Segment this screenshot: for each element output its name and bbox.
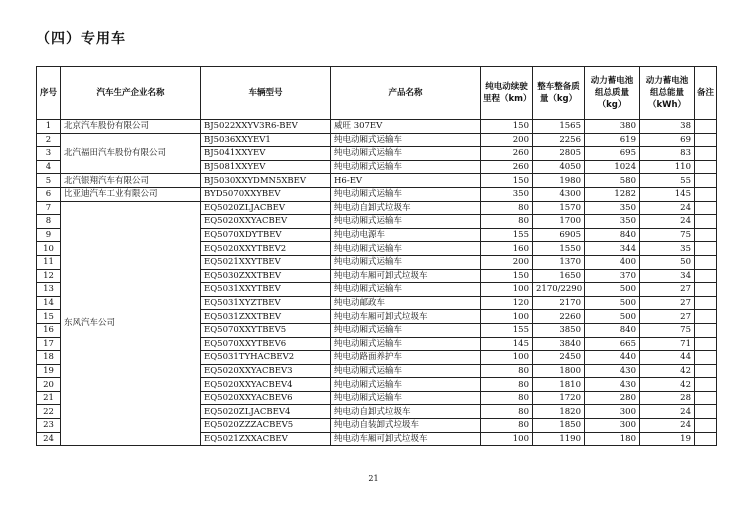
cell-product: 纯电动邮政车 — [331, 296, 481, 310]
cell-model: EQ5070XDYTBEV — [201, 228, 331, 242]
cell-mass: 2450 — [533, 351, 585, 365]
cell-range: 80 — [481, 405, 533, 419]
cell-mass: 3850 — [533, 323, 585, 337]
cell-model: EQ5020XXYACBEV6 — [201, 391, 331, 405]
cell-remark — [695, 269, 717, 283]
cell-product: 纯电动厢式运输车 — [331, 215, 481, 229]
cell-battery-mass: 370 — [585, 269, 640, 283]
cell-battery-mass: 380 — [585, 120, 640, 134]
cell-remark — [695, 419, 717, 433]
cell-mass: 4300 — [533, 187, 585, 201]
page-number: 21 — [368, 474, 379, 483]
cell-battery-energy: 28 — [640, 391, 695, 405]
table-header-row — [37, 67, 717, 120]
cell-range: 80 — [481, 201, 533, 215]
cell-battery-energy: 110 — [640, 160, 695, 174]
cell-range: 120 — [481, 296, 533, 310]
cell-product: 纯电动电源车 — [331, 228, 481, 242]
cell-product: 纯电动厢式运输车 — [331, 323, 481, 337]
cell-model: BJ5030XXYDMN5XBEV — [201, 174, 331, 188]
cell-range: 150 — [481, 269, 533, 283]
cell-range: 200 — [481, 133, 533, 147]
cell-product: 纯电动厢式运输车 — [331, 147, 481, 161]
cell-range: 160 — [481, 242, 533, 256]
cell-battery-mass: 350 — [585, 201, 640, 215]
cell-model: EQ5030ZXXTBEV — [201, 269, 331, 283]
cell-battery-mass: 1282 — [585, 187, 640, 201]
cell-product: 纯电动厢式运输车 — [331, 133, 481, 147]
cell-remark — [695, 364, 717, 378]
cell-seq: 15 — [37, 310, 61, 324]
cell-product: 纯电动厢式运输车 — [331, 378, 481, 392]
cell-seq: 23 — [37, 419, 61, 433]
cell-battery-mass: 580 — [585, 174, 640, 188]
cell-remark — [695, 337, 717, 351]
cell-battery-energy: 38 — [640, 120, 695, 134]
cell-seq: 14 — [37, 296, 61, 310]
cell-mass: 1700 — [533, 215, 585, 229]
cell-range: 150 — [481, 174, 533, 188]
cell-battery-energy: 27 — [640, 283, 695, 297]
cell-battery-energy: 34 — [640, 269, 695, 283]
cell-model: BJ5041XXYEV — [201, 147, 331, 161]
cell-remark — [695, 323, 717, 337]
cell-battery-energy: 42 — [640, 378, 695, 392]
cell-seq: 17 — [37, 337, 61, 351]
cell-remark — [695, 405, 717, 419]
cell-remark — [695, 242, 717, 256]
table-row — [37, 187, 717, 201]
cell-product: 威旺 307EV — [331, 120, 481, 134]
cell-battery-mass: 280 — [585, 391, 640, 405]
cell-mass: 1720 — [533, 391, 585, 405]
cell-battery-energy: 27 — [640, 296, 695, 310]
cell-battery-energy: 145 — [640, 187, 695, 201]
cell-product: H6-EV — [331, 174, 481, 188]
cell-remark — [695, 378, 717, 392]
cell-range: 260 — [481, 147, 533, 161]
header-mass: 整车整备质量（kg） — [533, 67, 585, 120]
cell-range: 80 — [481, 419, 533, 433]
cell-battery-mass: 400 — [585, 255, 640, 269]
cell-battery-mass: 430 — [585, 364, 640, 378]
cell-range: 80 — [481, 378, 533, 392]
cell-battery-energy: 42 — [640, 364, 695, 378]
cell-seq: 2 — [37, 133, 61, 147]
cell-product: 纯电动自卸式垃圾车 — [331, 405, 481, 419]
cell-remark — [695, 351, 717, 365]
cell-battery-mass: 500 — [585, 283, 640, 297]
cell-seq: 20 — [37, 378, 61, 392]
cell-battery-mass: 440 — [585, 351, 640, 365]
table-row — [37, 174, 717, 188]
cell-model: BYD5070XXYBEV — [201, 187, 331, 201]
cell-product: 纯电动厢式运输车 — [331, 187, 481, 201]
cell-seq: 9 — [37, 228, 61, 242]
cell-remark — [695, 391, 717, 405]
cell-battery-energy: 24 — [640, 215, 695, 229]
cell-battery-energy: 71 — [640, 337, 695, 351]
header-company: 汽车生产企业名称 — [61, 67, 201, 120]
header-model: 车辆型号 — [201, 67, 331, 120]
cell-battery-mass: 500 — [585, 296, 640, 310]
cell-range: 80 — [481, 391, 533, 405]
cell-product: 纯电动车厢可卸式垃圾车 — [331, 269, 481, 283]
cell-battery-mass: 619 — [585, 133, 640, 147]
cell-remark — [695, 228, 717, 242]
cell-mass: 1570 — [533, 201, 585, 215]
cell-battery-mass: 180 — [585, 432, 640, 446]
cell-battery-energy: 27 — [640, 310, 695, 324]
cell-product: 纯电动厢式运输车 — [331, 391, 481, 405]
cell-mass: 1550 — [533, 242, 585, 256]
cell-range: 200 — [481, 255, 533, 269]
cell-model: EQ5021XXYTBEV — [201, 255, 331, 269]
cell-mass: 2170 — [533, 296, 585, 310]
cell-mass: 1850 — [533, 419, 585, 433]
cell-battery-energy: 24 — [640, 419, 695, 433]
cell-range: 100 — [481, 310, 533, 324]
cell-mass: 2170/2290 — [533, 283, 585, 297]
cell-mass: 6905 — [533, 228, 585, 242]
section-title: （四）专用车 — [36, 31, 126, 47]
cell-battery-mass: 344 — [585, 242, 640, 256]
table-row — [37, 133, 717, 147]
cell-product: 纯电动路面养护车 — [331, 351, 481, 365]
cell-remark — [695, 296, 717, 310]
cell-product: 纯电动厢式运输车 — [331, 337, 481, 351]
cell-model: EQ5070XXYTBEV5 — [201, 323, 331, 337]
cell-product: 纯电动自装卸式垃圾车 — [331, 419, 481, 433]
cell-model: BJ5081XXYEV — [201, 160, 331, 174]
cell-model: EQ5020XXYACBEV4 — [201, 378, 331, 392]
cell-mass: 1980 — [533, 174, 585, 188]
cell-battery-mass: 1024 — [585, 160, 640, 174]
cell-remark — [695, 174, 717, 188]
cell-product: 纯电动自卸式垃圾车 — [331, 201, 481, 215]
cell-model: BJ5022XXYV3R6-BEV — [201, 120, 331, 134]
table-row — [37, 120, 717, 134]
cell-seq: 4 — [37, 160, 61, 174]
cell-range: 100 — [481, 283, 533, 297]
cell-battery-energy: 75 — [640, 323, 695, 337]
cell-battery-energy: 55 — [640, 174, 695, 188]
cell-range: 260 — [481, 160, 533, 174]
cell-battery-energy: 19 — [640, 432, 695, 446]
cell-product: 纯电动车厢可卸式垃圾车 — [331, 432, 481, 446]
cell-mass: 2256 — [533, 133, 585, 147]
cell-mass: 1565 — [533, 120, 585, 134]
cell-mass: 3840 — [533, 337, 585, 351]
cell-product: 纯电动厢式运输车 — [331, 255, 481, 269]
table-body — [37, 120, 717, 446]
cell-product: 纯电动车厢可卸式垃圾车 — [331, 310, 481, 324]
cell-remark — [695, 215, 717, 229]
cell-battery-energy: 50 — [640, 255, 695, 269]
cell-model: EQ5031XXYTBEV — [201, 283, 331, 297]
cell-battery-mass: 350 — [585, 215, 640, 229]
cell-battery-mass: 500 — [585, 310, 640, 324]
cell-mass: 1650 — [533, 269, 585, 283]
cell-battery-energy: 24 — [640, 201, 695, 215]
cell-product: 纯电动厢式运输车 — [331, 364, 481, 378]
cell-remark — [695, 147, 717, 161]
cell-model: EQ5031ZXXTBEV — [201, 310, 331, 324]
cell-mass: 2805 — [533, 147, 585, 161]
cell-seq: 21 — [37, 391, 61, 405]
cell-seq: 16 — [37, 323, 61, 337]
vehicle-table — [36, 66, 717, 446]
cell-model: BJ5036XXYEV1 — [201, 133, 331, 147]
cell-remark — [695, 432, 717, 446]
cell-model: EQ5020XXYTBEV2 — [201, 242, 331, 256]
header-battery-mass: 动力蓄电池组总质量（kg） — [585, 67, 640, 120]
cell-model: EQ5020ZLJACBEV4 — [201, 405, 331, 419]
cell-model: EQ5021ZXXACBEV — [201, 432, 331, 446]
cell-battery-mass: 695 — [585, 147, 640, 161]
cell-range: 80 — [481, 215, 533, 229]
cell-seq: 1 — [37, 120, 61, 134]
cell-remark — [695, 120, 717, 134]
cell-model: EQ5020ZLJACBEV — [201, 201, 331, 215]
cell-seq: 18 — [37, 351, 61, 365]
cell-model: EQ5020XXYACBEV3 — [201, 364, 331, 378]
cell-battery-energy: 44 — [640, 351, 695, 365]
cell-seq: 8 — [37, 215, 61, 229]
cell-mass: 1370 — [533, 255, 585, 269]
cell-remark — [695, 187, 717, 201]
cell-range: 155 — [481, 323, 533, 337]
cell-mass: 2260 — [533, 310, 585, 324]
cell-model: EQ5020XXYACBEV — [201, 215, 331, 229]
cell-range: 150 — [481, 120, 533, 134]
cell-product: 纯电动厢式运输车 — [331, 283, 481, 297]
cell-seq: 6 — [37, 187, 61, 201]
cell-mass: 1810 — [533, 378, 585, 392]
cell-seq: 13 — [37, 283, 61, 297]
cell-model: EQ5020ZZZACBEV5 — [201, 419, 331, 433]
cell-range: 155 — [481, 228, 533, 242]
cell-battery-mass: 300 — [585, 405, 640, 419]
cell-seq: 11 — [37, 255, 61, 269]
cell-battery-mass: 665 — [585, 337, 640, 351]
cell-company: 东风汽车公司 — [61, 201, 201, 446]
cell-company: 北京汽车股份有限公司 — [61, 120, 201, 134]
cell-remark — [695, 133, 717, 147]
cell-product: 纯电动厢式运输车 — [331, 242, 481, 256]
cell-seq: 22 — [37, 405, 61, 419]
cell-model: EQ5070XXYTBEV6 — [201, 337, 331, 351]
header-seq: 序号 — [37, 67, 61, 120]
cell-battery-mass: 840 — [585, 228, 640, 242]
cell-battery-mass: 840 — [585, 323, 640, 337]
cell-battery-energy: 83 — [640, 147, 695, 161]
cell-range: 100 — [481, 432, 533, 446]
cell-battery-energy: 75 — [640, 228, 695, 242]
cell-company: 北汽银翔汽车有限公司 — [61, 174, 201, 188]
table-row — [37, 201, 717, 215]
cell-battery-energy: 35 — [640, 242, 695, 256]
cell-seq: 24 — [37, 432, 61, 446]
cell-company: 北汽福田汽车股份有限公司 — [61, 133, 201, 174]
header-range: 纯电动续驶里程（km） — [481, 67, 533, 120]
cell-remark — [695, 255, 717, 269]
cell-remark — [695, 160, 717, 174]
cell-mass: 4050 — [533, 160, 585, 174]
cell-range: 100 — [481, 351, 533, 365]
header-battery-energy: 动力蓄电池组总能量（kWh） — [640, 67, 695, 120]
cell-battery-mass: 300 — [585, 419, 640, 433]
cell-battery-energy: 24 — [640, 405, 695, 419]
cell-mass: 1800 — [533, 364, 585, 378]
cell-remark — [695, 310, 717, 324]
cell-seq: 12 — [37, 269, 61, 283]
cell-mass: 1190 — [533, 432, 585, 446]
cell-range: 145 — [481, 337, 533, 351]
cell-model: EQ5031XYZTBEV — [201, 296, 331, 310]
header-remark: 备注 — [695, 67, 717, 120]
cell-range: 80 — [481, 364, 533, 378]
cell-mass: 1820 — [533, 405, 585, 419]
cell-seq: 19 — [37, 364, 61, 378]
cell-seq: 5 — [37, 174, 61, 188]
cell-product: 纯电动厢式运输车 — [331, 160, 481, 174]
cell-seq: 7 — [37, 201, 61, 215]
cell-battery-energy: 69 — [640, 133, 695, 147]
cell-remark — [695, 283, 717, 297]
cell-model: EQ5031TYHACBEV2 — [201, 351, 331, 365]
cell-company: 比亚迪汽车工业有限公司 — [61, 187, 201, 201]
cell-seq: 3 — [37, 147, 61, 161]
cell-range: 350 — [481, 187, 533, 201]
cell-remark — [695, 201, 717, 215]
header-product: 产品名称 — [331, 67, 481, 120]
cell-seq: 10 — [37, 242, 61, 256]
cell-battery-mass: 430 — [585, 378, 640, 392]
